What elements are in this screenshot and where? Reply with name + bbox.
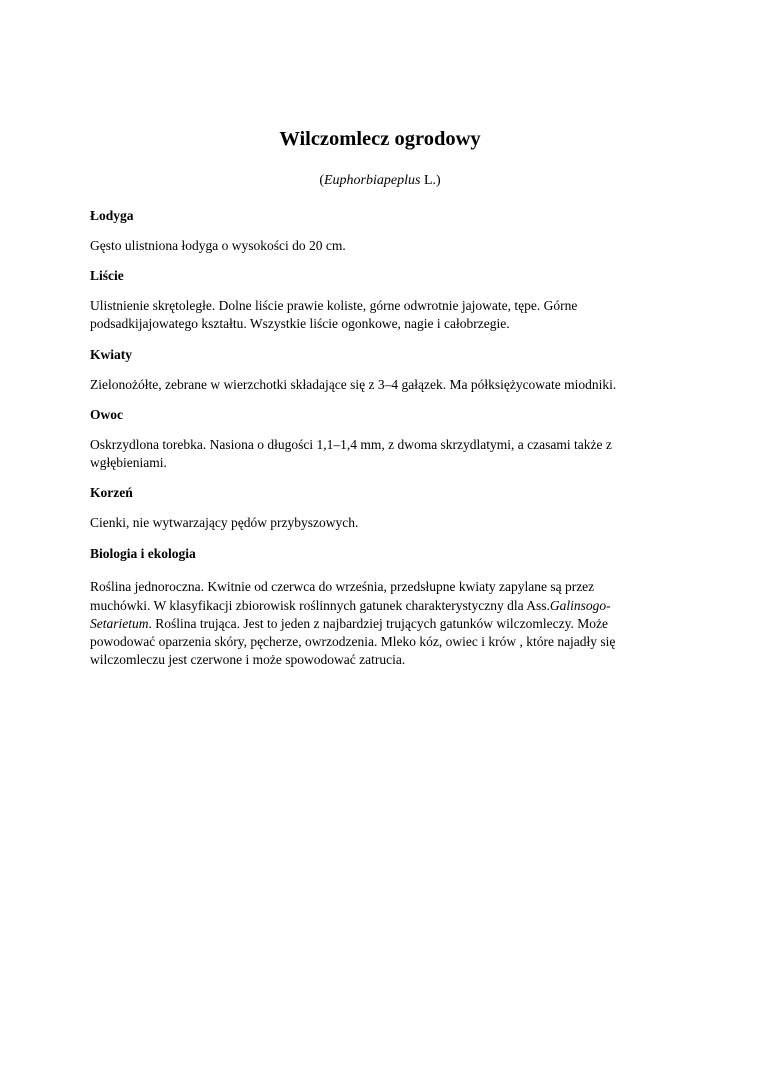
liscie-line-1: Ulistnienie skrętoległe. Dolne liście prawie koliste, górne odwrotnie jajowate, tępe. Górne bbox=[90, 298, 578, 314]
bio-line-4: powodować oparzenia skóry, pęcherze, owrzodzenia. Mleko kóz, owiec i krów , które najadły się bbox=[90, 634, 616, 650]
page-title: Wilczomlecz ogrodowy bbox=[279, 128, 481, 150]
owoc-line-1: Oskrzydlona torebka. Nasiona o długości 1,1–1,4 mm, z dwoma skrzydlatymi, a czasami także z bbox=[90, 436, 612, 452]
section-heading-kwiaty: Kwiaty bbox=[90, 346, 132, 362]
liscie-line-2: podsadkijajowatego kształtu. Wszystkie liście ogonkowe, nagie i całobrzegie. bbox=[90, 316, 510, 332]
bio-line-1: Roślina jednoroczna. Kwitnie od czerwca do września, przedsłupne kwiaty zapylane są przez bbox=[90, 579, 595, 595]
section-heading-lodyga: Łodyga bbox=[90, 208, 134, 223]
section-text-korzen: Cienki, nie wytwarzający pędów przybyszowych. bbox=[90, 515, 359, 531]
section-heading-biologia: Biologia i ekologia bbox=[90, 546, 196, 562]
bio-line-2-italic: Galinsogo- bbox=[549, 597, 611, 613]
section-text-liscie bbox=[90, 297, 670, 333]
bio-line-2a: muchówki. W klasyfikacji zbiorowisk roślinnych gatunek charakterystyczny dla Ass. bbox=[90, 597, 550, 613]
document-content bbox=[90, 126, 670, 669]
latin-name: Euphorbiapeplus bbox=[324, 173, 421, 188]
bio-line-3b: . Roślina trująca. Jest to jeden z najbardziej trujących gatunków wilczomleczy. Może bbox=[148, 615, 608, 631]
section-text-kwiaty: Zielonożółte, zebrane w wierzchotki składające się z 3–4 gałązek. Ma półksiężycowate miodniki. bbox=[90, 376, 617, 392]
section-text-owoc bbox=[90, 436, 670, 472]
section-heading-korzen: Korzeń bbox=[90, 485, 133, 501]
section-text-biologia bbox=[90, 578, 670, 669]
bio-line-3-italic: Setarietum bbox=[90, 615, 149, 631]
subtitle-author: L.) bbox=[420, 173, 441, 188]
subtitle-open-paren: ( bbox=[319, 173, 324, 188]
owoc-line-2: wgłębieniami. bbox=[90, 455, 167, 471]
section-heading-owoc: Owoc bbox=[90, 406, 123, 422]
latin-name-subtitle bbox=[90, 172, 670, 190]
bio-line-5: wilczomleczu jest czerwone i może spowodować zatrucia. bbox=[90, 652, 406, 668]
section-heading-liscie: Liście bbox=[90, 268, 124, 284]
section-text-lodyga: Gęsto ulistniona łodyga o wysokości do 20 cm. bbox=[90, 238, 346, 253]
